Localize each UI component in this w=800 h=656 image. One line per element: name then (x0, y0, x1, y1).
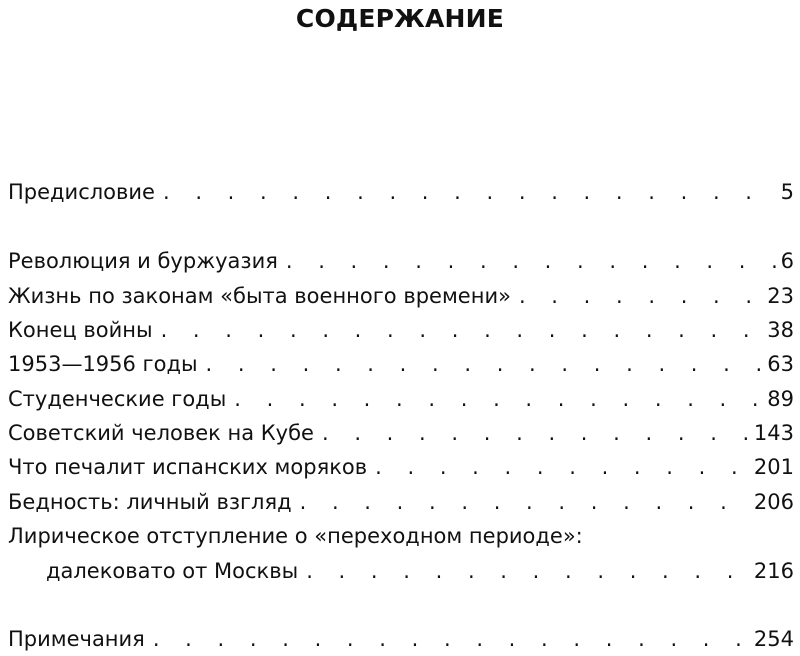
toc-entry-lyrical-digression-line1[interactable]: Лирическое отступление о «переходном периоде»: (8, 524, 583, 548)
toc-entry-soviet-in-cuba[interactable] (8, 418, 794, 448)
dot-leader (226, 384, 765, 414)
toc-entry-title: Предисловие (8, 180, 155, 204)
toc-entry-title: Революция и буржуазия (8, 249, 278, 273)
toc-entry-title: Студенческие годы (8, 387, 227, 411)
toc-entry-notes[interactable] (8, 624, 794, 654)
toc-entry-lyrical-digression[interactable] (8, 556, 794, 586)
toc-entry-page: 23 (767, 284, 794, 308)
toc-entry-title: Советский человек на Кубе (8, 421, 314, 445)
dot-leader (155, 177, 779, 207)
toc-entry-revolution[interactable] (8, 246, 794, 276)
toc-entry-page: 143 (753, 421, 794, 445)
toc-entry-poverty[interactable] (8, 487, 794, 517)
dot-leader (198, 349, 766, 379)
dot-leader (367, 452, 752, 482)
toc-entry-page: 89 (767, 387, 794, 411)
dot-leader (145, 624, 752, 654)
table-of-contents (8, 0, 794, 656)
toc-entry-student-years[interactable] (8, 384, 794, 414)
toc-entry-title: Что печалит испанских моряков (8, 455, 368, 479)
toc-entry-page: 38 (767, 318, 794, 342)
toc-entry-title: Примечания (8, 627, 145, 651)
toc-entry-page: 254 (753, 627, 794, 651)
dot-leader (153, 315, 766, 345)
toc-entry-spanish-sailors[interactable] (8, 452, 794, 482)
toc-entry-page: 216 (753, 559, 794, 583)
toc-entry-title: Конец войны (8, 318, 153, 342)
toc-entry-title: Жизнь по законам «быта военного времени» (8, 284, 511, 308)
toc-entry-title: далековато от Москвы (46, 559, 299, 583)
toc-entry-title: 1953—1956 годы (8, 352, 198, 376)
dot-leader (314, 418, 752, 448)
page-title: СОДЕРЖАНИЕ (295, 4, 505, 33)
toc-entry-page: 63 (767, 352, 794, 376)
toc-entry-page: 5 (780, 180, 794, 204)
toc-entry-end-of-war[interactable] (8, 315, 794, 345)
dot-leader (292, 487, 752, 517)
toc-entry-wartime-life[interactable] (8, 281, 794, 311)
toc-entry-title: Бедность: личный взгляд (8, 490, 292, 514)
dot-leader (511, 281, 765, 311)
toc-entry-page: 201 (753, 455, 794, 479)
toc-entry-page: 206 (753, 490, 794, 514)
toc-entry-1953-1956[interactable] (8, 349, 794, 379)
toc-entry-page: 6 (780, 249, 794, 273)
dot-leader (278, 246, 779, 276)
toc-entry-preface[interactable] (8, 177, 794, 207)
dot-leader (298, 556, 752, 586)
